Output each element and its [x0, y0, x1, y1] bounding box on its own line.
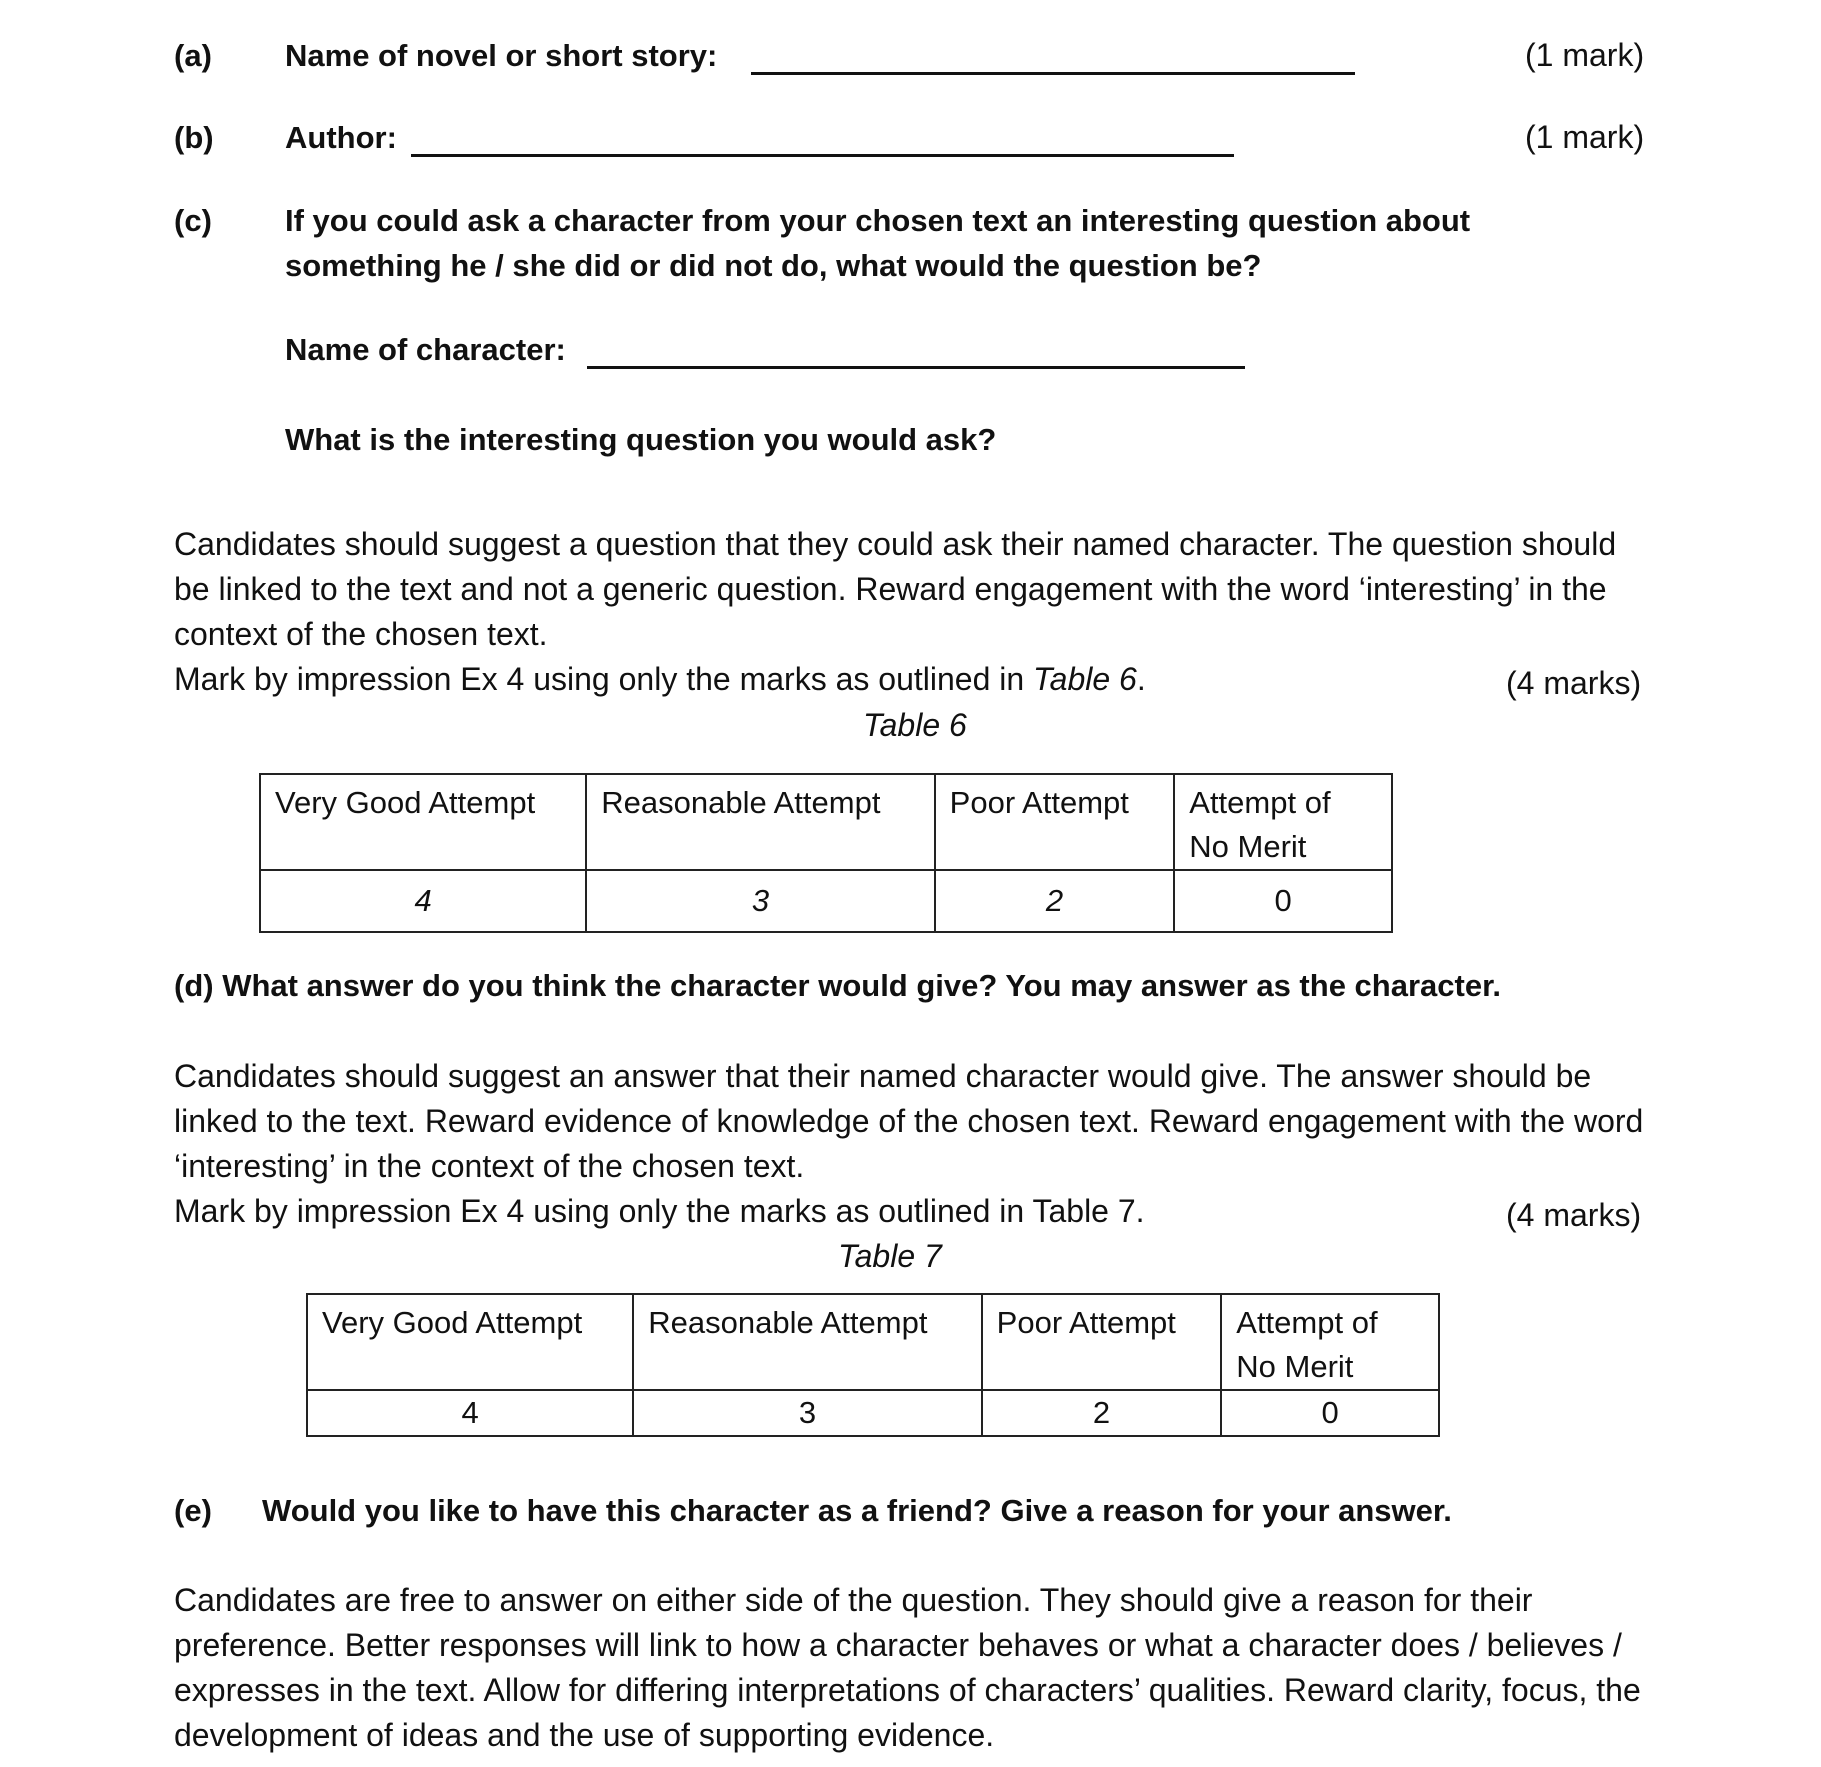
question-a-marks: (1 mark)	[1525, 37, 1645, 73]
table6-header-poor: Poor Attempt	[935, 774, 1175, 870]
question-e-label: (e)	[174, 1493, 212, 1528]
question-d-guidance: Candidates should suggest an answer that their named character would give. The answer should be linked to the text. Reward evidence of knowledge of the chosen text. Reward engagement with the word ‘interesting’ in the context of the chosen text.	[174, 1058, 1644, 1184]
table6-header-row	[260, 774, 1392, 870]
table6	[259, 773, 1393, 933]
question-d-marks: (4 marks)	[1506, 1197, 1642, 1233]
table7-header-very-good: Very Good Attempt	[307, 1294, 633, 1390]
table7-value-reasonable: 3	[633, 1390, 981, 1436]
question-e: Would you like to have this character as a friend? Give a reason for your answer.	[262, 1493, 1452, 1528]
table6-caption: Table 6	[863, 707, 967, 743]
question-c-mark-instruction: Mark by impression Ex 4 using only the marks as outlined in Table 6.	[174, 661, 1146, 697]
character-name-answer-line[interactable]	[587, 366, 1245, 369]
question-e-guidance: Candidates are free to answer on either side of the question. They should give a reason for their preference. Better responses will link to how a character behaves or what a character does / believes / expresses in the text. Allow for differing interpretations of characters’ qualities. Reward clarity, focus, the development of ideas and the use of supporting evidence.	[174, 1582, 1641, 1753]
question-b-label: (b)	[174, 120, 214, 155]
author-answer-line[interactable]	[411, 154, 1234, 157]
table7-value-poor: 2	[982, 1390, 1222, 1436]
table7-header-reasonable: Reasonable Attempt	[633, 1294, 981, 1390]
interesting-question-prompt: What is the interesting question you would ask?	[285, 422, 997, 457]
table6-value-reasonable: 3	[586, 870, 934, 932]
table6-value-row	[260, 870, 1392, 932]
character-name-prompt: Name of character:	[285, 332, 566, 367]
question-b-marks: (1 mark)	[1525, 119, 1645, 155]
table6-header-reasonable: Reasonable Attempt	[586, 774, 934, 870]
table7-value-no-merit: 0	[1221, 1390, 1439, 1436]
question-c-guidance: Candidates should suggest a question that they could ask their named character. The question should be linked to the text and not a generic question. Reward engagement with the word ‘interesting’ in the context of the chosen text.	[174, 526, 1617, 652]
novel-name-answer-line[interactable]	[751, 72, 1355, 75]
table7-value-row	[307, 1390, 1439, 1436]
question-d-mark-instruction: Mark by impression Ex 4 using only the marks as outlined in Table 7.	[174, 1193, 1145, 1229]
table7-caption: Table 7	[838, 1238, 942, 1274]
question-c-line1: If you could ask a character from your chosen text an interesting question about	[285, 203, 1471, 238]
question-a-label: (a)	[174, 38, 212, 73]
author-prompt: Author:	[285, 120, 397, 155]
table6-value-no-merit: 0	[1174, 870, 1392, 932]
table6-header-very-good: Very Good Attempt	[260, 774, 586, 870]
table7-header-row	[307, 1294, 1439, 1390]
novel-name-prompt: Name of novel or short story:	[285, 38, 718, 73]
question-c-marks: (4 marks)	[1506, 665, 1642, 701]
table7-value-very-good: 4	[307, 1390, 633, 1436]
table6-value-very-good: 4	[260, 870, 586, 932]
table6-value-poor: 2	[935, 870, 1175, 932]
question-c-label: (c)	[174, 203, 212, 238]
question-c-line2: something he / she did or did not do, what would the question be?	[285, 248, 1262, 283]
table7	[306, 1293, 1440, 1437]
table7-header-poor: Poor Attempt	[982, 1294, 1222, 1390]
table7-header-no-merit: Attempt of No Merit	[1221, 1294, 1439, 1390]
question-d: (d) What answer do you think the character would give? You may answer as the character.	[174, 968, 1502, 1003]
table6-header-no-merit: Attempt of No Merit	[1174, 774, 1392, 870]
